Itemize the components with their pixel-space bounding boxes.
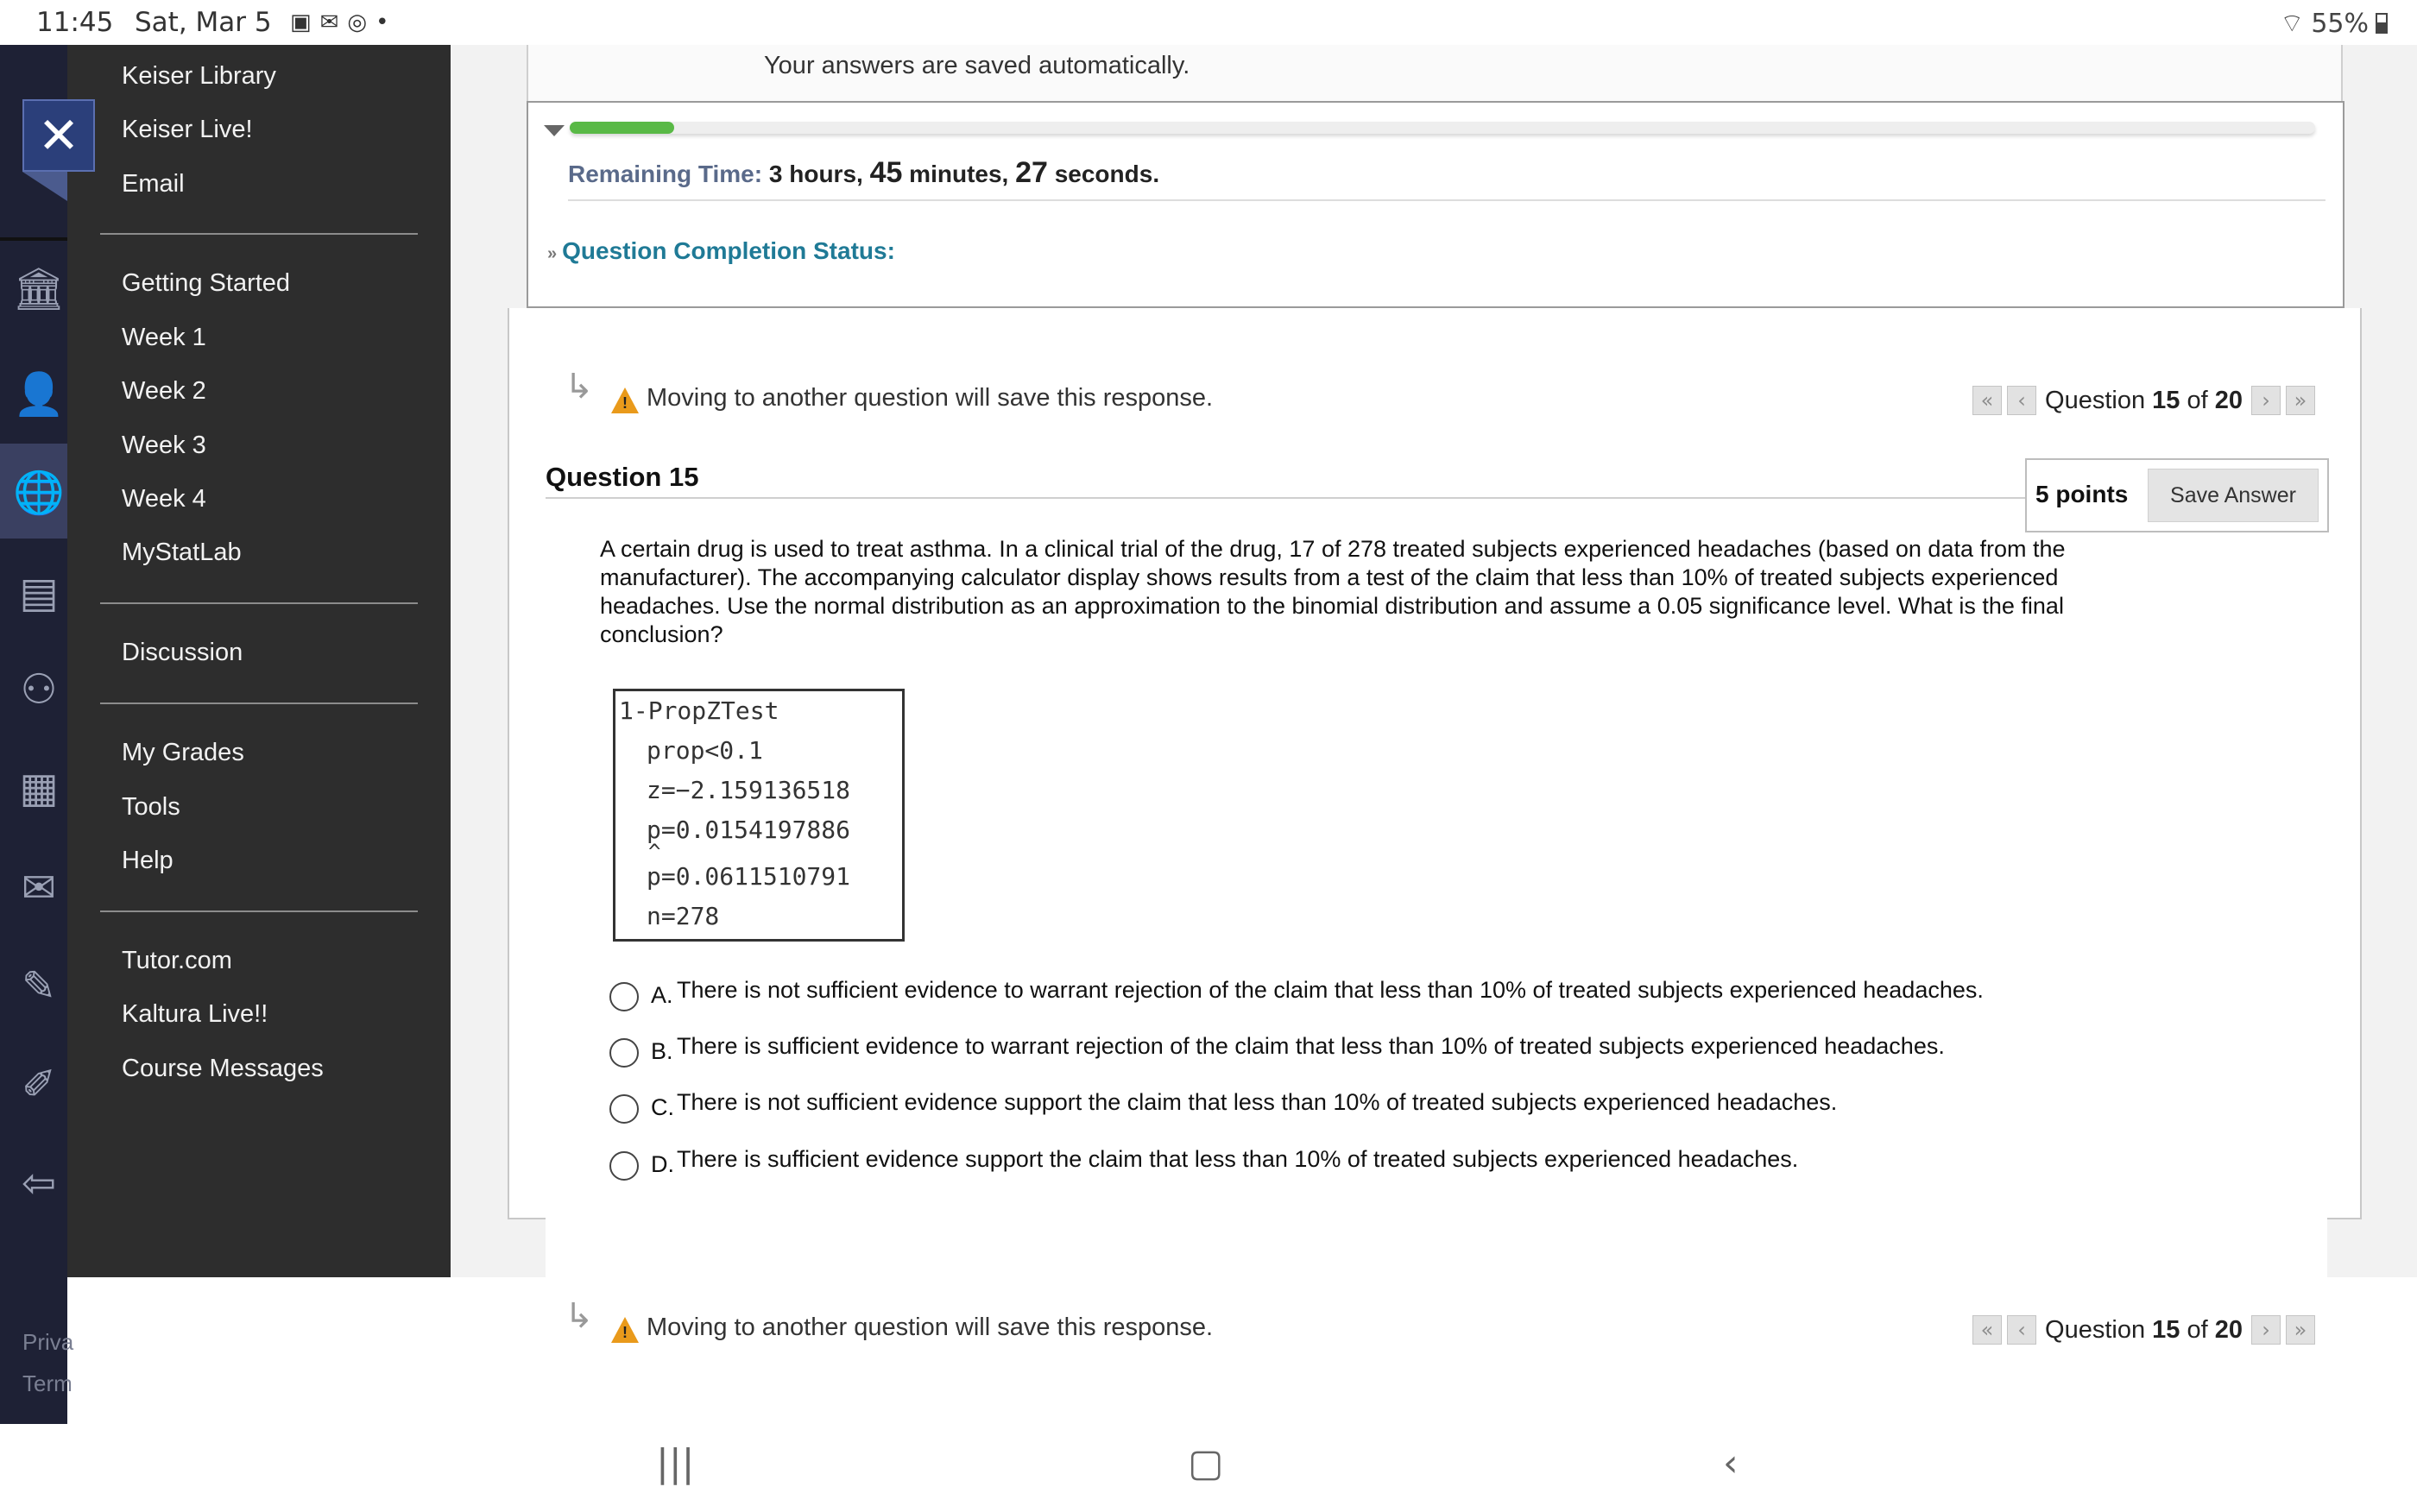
first-question-button[interactable]: « <box>1972 386 2002 415</box>
groups-icon[interactable]: ⚇ <box>20 665 58 714</box>
question-label: Question <box>2045 386 2146 414</box>
more-notifications-icon: • <box>375 9 389 35</box>
time-progress-fill <box>570 122 674 134</box>
choice-b-letter: B. <box>651 1038 673 1064</box>
android-nav-bar <box>0 1424 2417 1512</box>
close-menu-button[interactable]: ✕ <box>22 99 95 172</box>
sidebar-item-email[interactable]: Email <box>122 170 185 198</box>
sidebar-item-my-grades[interactable]: My Grades <box>122 739 244 766</box>
points-box <box>2025 458 2329 532</box>
remaining-minutes: 45 <box>869 156 903 189</box>
menu-divider <box>100 702 418 704</box>
status-bar <box>0 0 2417 45</box>
auto-save-notice <box>527 45 2343 102</box>
last-question-button[interactable]: » <box>2286 1315 2315 1345</box>
auto-save-text: Your answers are saved automatically. <box>764 52 1190 79</box>
save-hook-icon: ↳ <box>565 1296 594 1336</box>
institution-icon[interactable]: 🏛 <box>12 265 66 313</box>
choice-c-letter: C. <box>651 1094 674 1120</box>
previous-question-button[interactable]: ‹ <box>2007 386 2036 415</box>
total-questions: 20 <box>2214 386 2243 414</box>
sidebar-item-discussion[interactable]: Discussion <box>122 639 243 666</box>
calc-n: n=278 <box>647 902 720 930</box>
save-answer-button[interactable]: Save Answer <box>2148 469 2319 522</box>
previous-question-button[interactable]: ‹ <box>2007 1315 2036 1345</box>
question-title: Question 15 <box>546 462 699 492</box>
choice-a-radio[interactable] <box>609 982 639 1011</box>
edit-icon[interactable]: ✐ <box>21 1061 57 1109</box>
courses-globe-icon[interactable]: 🌐 <box>13 469 65 517</box>
choice-a-letter: A. <box>651 982 673 1008</box>
save-hook-icon: ↳ <box>565 367 594 406</box>
gallery-icon: ▣ <box>290 9 312 35</box>
last-question-button[interactable]: » <box>2286 386 2315 415</box>
of-label: of <box>2187 386 2208 414</box>
completion-status-label: Question Completion Status: <box>562 237 895 264</box>
current-question-number: 15 <box>2152 386 2180 414</box>
instagram-icon: ◎ <box>347 9 368 35</box>
question-pager <box>1972 386 2315 415</box>
choice-c-text[interactable]: There is not sufficient evidence support the claim that less than 10% of treated subjects experienced headaches. <box>677 1089 1838 1115</box>
sidebar-item-getting-started[interactable]: Getting Started <box>122 269 291 297</box>
first-question-button[interactable]: « <box>1972 1315 2002 1345</box>
calc-z: z=−2.159136518 <box>647 776 851 804</box>
remaining-time-label: Remaining Time: <box>568 161 763 187</box>
expand-chevron-icon: » <box>547 244 558 263</box>
test-status-panel <box>527 101 2344 308</box>
calc-test-name: 1-PropZTest <box>619 696 779 725</box>
menu-divider <box>100 910 418 912</box>
calc-p: p=0.0154197886 <box>647 816 851 844</box>
choice-a-text[interactable]: There is not sufficient evidence to warrant rejection of the claim that less than 10% of treated subjects experienced headaches. <box>677 977 1984 1003</box>
calculator-display <box>613 689 905 942</box>
choice-b-text[interactable]: There is sufficient evidence to warrant rejection of the claim that less than 10% of treated subjects experienced headaches. <box>677 1033 1945 1059</box>
current-question-number: 15 <box>2152 1315 2180 1344</box>
sidebar-item-help[interactable]: Help <box>122 847 174 874</box>
mail-icon: ✉ <box>319 9 339 35</box>
choice-d-letter: D. <box>651 1151 674 1177</box>
choice-d[interactable] <box>609 1141 2250 1179</box>
sidebar-item-week-2[interactable]: Week 2 <box>122 377 206 405</box>
question-completion-status[interactable] <box>547 237 895 265</box>
calc-prop: prop<0.1 <box>647 736 763 765</box>
calc-phat: p=0.0611510791 <box>647 862 851 891</box>
question-nav-top: ↳ ! Moving to another question will save this response. « ‹ Question 15 of 20 › » <box>563 375 2315 427</box>
terms-link[interactable]: Term <box>22 1370 73 1396</box>
sign-out-icon[interactable]: ⇦ <box>21 1159 57 1207</box>
privacy-link[interactable]: Priva <box>22 1329 74 1355</box>
question-nav-bottom: ↳ ! Moving to another question will save this response. « ‹ Question 15 of 20 › » <box>563 1305 2315 1357</box>
next-question-button[interactable]: › <box>2251 1315 2281 1345</box>
battery-level: 55% <box>2311 8 2369 39</box>
organizations-icon[interactable]: ▤ <box>19 569 59 617</box>
sidebar-item-tutor[interactable]: Tutor.com <box>122 947 232 974</box>
of-label: of <box>2187 1315 2208 1344</box>
menu-divider <box>100 602 418 604</box>
question-label: Question <box>2045 1315 2146 1344</box>
grades-icon[interactable]: ✎ <box>21 962 57 1011</box>
total-questions: 20 <box>2214 1315 2243 1344</box>
course-menu <box>67 45 451 1277</box>
next-question-button[interactable]: › <box>2251 386 2281 415</box>
sidebar-item-course-messages[interactable]: Course Messages <box>122 1055 324 1082</box>
back-icon[interactable]: ‹ <box>1723 1441 1739 1485</box>
sidebar-item-kaltura-live[interactable]: Kaltura Live!! <box>122 1000 268 1028</box>
sidebar-item-mystatlab[interactable]: MyStatLab <box>122 539 242 566</box>
wifi-icon: ⌔ <box>2280 9 2305 39</box>
save-warning-text: Moving to another question will save this response. <box>647 1314 1214 1341</box>
remaining-time: Remaining Time: 3 hours, 45 minutes, 27 seconds. <box>568 156 1160 189</box>
battery-icon <box>2376 13 2388 34</box>
menu-divider <box>100 233 418 235</box>
choice-a[interactable] <box>609 972 2250 1010</box>
sidebar-item-tools[interactable]: Tools <box>122 793 180 821</box>
collapse-toggle-icon[interactable] <box>544 125 565 136</box>
sidebar-item-keiser-library[interactable]: Keiser Library <box>122 62 276 90</box>
sidebar-item-week-1[interactable]: Week 1 <box>122 324 206 351</box>
remaining-seconds: 27 <box>1015 156 1048 189</box>
remaining-hours: 3 <box>768 161 783 187</box>
choice-c-radio[interactable] <box>609 1094 639 1124</box>
date: Sat, Mar 5 <box>135 7 272 38</box>
sidebar-item-week-4[interactable]: Week 4 <box>122 485 206 513</box>
nav-rail <box>0 45 80 1424</box>
time-progress-bar <box>570 122 2315 134</box>
messages-icon[interactable]: ✉ <box>21 864 57 912</box>
choice-d-text[interactable]: There is sufficient evidence support the claim that less than 10% of treated subjects experienced headaches. <box>677 1146 1799 1172</box>
choice-c[interactable] <box>609 1084 2250 1122</box>
profile-icon[interactable]: 👤 <box>13 370 65 419</box>
choice-b-radio[interactable] <box>609 1038 639 1068</box>
question-points: 5 points <box>2035 481 2129 507</box>
sidebar-item-keiser-live[interactable]: Keiser Live! <box>122 116 253 143</box>
calendar-icon[interactable]: ▦ <box>19 764 59 812</box>
home-icon[interactable]: ▢ <box>1188 1441 1224 1485</box>
choice-b[interactable] <box>609 1028 2250 1066</box>
question-pager <box>1972 1315 2315 1345</box>
save-warning-text: Moving to another question will save this response. <box>647 384 1214 412</box>
choice-d-radio[interactable] <box>609 1151 639 1181</box>
question-text: A certain drug is used to treat asthma. In a clinical trial of the drug, 17 of 278 treated subjects experienced headaches (based on data from the manufacturer). The accompanying calculator display shows results from a test of the claim that less than 10% of treated subjects experienced headaches. Use the normal distribution as an approximation to the binomial distribution and assume a 0.05 significance level. What is the final conclusion? <box>600 536 2066 647</box>
sidebar-item-week-3[interactable]: Week 3 <box>122 432 206 459</box>
clock: 11:45 <box>36 7 114 38</box>
phat-hat-mark: ^ <box>648 840 661 864</box>
recent-apps-icon[interactable]: ||| <box>656 1441 695 1485</box>
